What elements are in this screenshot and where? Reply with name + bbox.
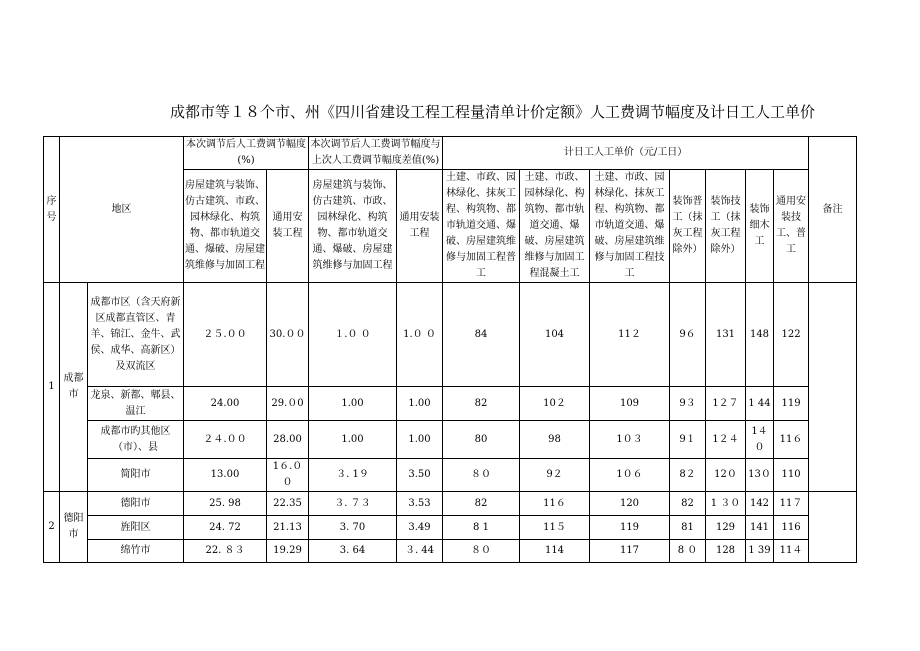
header-daily-tech: 土建、市政、园林绿化、抹灰工程、构筑物、都市轨道交通、爆破、房屋建筑维修与加固工程技工: [590, 170, 670, 283]
daily-install-cell: 119: [774, 387, 809, 421]
header-daily-concrete: 土建、市政、园林绿化、构筑物、都市轨道交通、爆破、房屋建筑维修与加固工程混凝土工: [520, 170, 590, 283]
header-adj-building: 房屋建筑与装饰、仿古建筑、市政、园林绿化、构筑物、都市轨道交通、爆破、房屋建筑维修与加固工程: [184, 170, 267, 283]
daily-general-cell: 82: [443, 387, 520, 421]
daily-install-cell: 11４: [774, 540, 809, 563]
adj-building-cell: 22. ８３: [184, 540, 267, 563]
adj-install-cell: 21.13: [267, 516, 309, 540]
daily-concrete-cell: 11５: [520, 516, 590, 540]
daily-deco-tech-cell: 1２４: [706, 421, 746, 459]
daily-general-cell: 82: [443, 492, 520, 516]
daily-install-cell: 122: [774, 283, 809, 387]
daily-tech-cell: 117: [590, 540, 670, 563]
daily-install-cell: 11７: [774, 492, 809, 516]
header-region: 地区: [60, 137, 184, 283]
daily-concrete-cell: 9２: [520, 459, 590, 492]
daily-general-cell: 84: [443, 283, 520, 387]
diff-install-cell: 3.50: [397, 459, 443, 492]
adj-building-cell: 24. 72: [184, 516, 267, 540]
diff-building-cell: 1.00: [309, 387, 397, 421]
table-row: [44, 516, 857, 540]
daily-deco-tech-cell: 1 ３０: [706, 492, 746, 516]
area-cell: 绵竹市: [88, 540, 184, 563]
adj-building-cell: ２５.００: [184, 283, 267, 387]
daily-concrete-cell: 11６: [520, 492, 590, 516]
header-daily-install: 通用安装技工、普工: [774, 170, 809, 283]
page-title: 成都市等１８个市、州《四川省建设工程工程量清单计价定额》人工费调节幅度及计日工人工单价: [170, 103, 816, 121]
seq-cell: 1: [44, 283, 60, 492]
seq-cell: 2: [44, 492, 60, 563]
area-cell: 龙泉、新都、郫县、温江: [88, 387, 184, 421]
daily-general-cell: 8 1: [443, 516, 520, 540]
city-cell: 德阳市: [60, 492, 88, 563]
daily-deco-general-cell: 82: [670, 492, 706, 516]
daily-deco-general-cell: 9６: [670, 283, 706, 387]
area-cell: 成都市旳其他区（市）、县: [88, 421, 184, 459]
daily-deco-tech-cell: 1２７: [706, 387, 746, 421]
table-row: [44, 283, 857, 387]
daily-install-cell: 110: [774, 459, 809, 492]
header-adjust-group: 本次调节后人工费调节幅度(%): [184, 137, 309, 170]
daily-tech-cell: 11２: [590, 283, 670, 387]
labor-price-table: [43, 136, 857, 563]
table-row: [44, 540, 857, 563]
diff-install-cell: 1.00: [397, 421, 443, 459]
daily-deco-general-cell: 9３: [670, 387, 706, 421]
adj-install-cell: 19.29: [267, 540, 309, 563]
daily-general-cell: 80: [443, 421, 520, 459]
adj-install-cell: 28.00: [267, 421, 309, 459]
header-diff-group: 本次调节后人工费调节幅度与上次人工费调节幅度差值(%): [309, 137, 443, 170]
header-daily-general: 土建、市政、园林绿化、抹灰工程、构筑物、都市轨道交通、爆破、房屋建筑维修与加固工程普工: [443, 170, 520, 283]
city-cell: 成都市: [60, 283, 88, 492]
daily-install-cell: 116: [774, 516, 809, 540]
daily-general-cell: ８０: [443, 459, 520, 492]
header-diff-install: 通用安装工程: [397, 170, 443, 283]
diff-building-cell: ３. 1９: [309, 459, 397, 492]
diff-install-cell: 3.49: [397, 516, 443, 540]
daily-deco-wood-cell: 1 39: [746, 540, 774, 563]
daily-tech-cell: 1０３: [590, 421, 670, 459]
daily-general-cell: ８０: [443, 540, 520, 563]
diff-install-cell: 3.53: [397, 492, 443, 516]
diff-install-cell: 1.０ ０: [397, 283, 443, 387]
adj-install-cell: 1６.００: [267, 459, 309, 492]
daily-tech-cell: 109: [590, 387, 670, 421]
daily-deco-tech-cell: 12０: [706, 459, 746, 492]
daily-tech-cell: 1０６: [590, 459, 670, 492]
header-diff-building: 房屋建筑与装饰、仿古建筑、市政、园林绿化、构筑物、都市轨道交通、爆破、房屋建筑维修与加固工程: [309, 170, 397, 283]
diff-install-cell: ３. 44: [397, 540, 443, 563]
daily-deco-wood-cell: 142: [746, 492, 774, 516]
daily-deco-wood-cell: 148: [746, 283, 774, 387]
daily-deco-wood-cell: 1 44: [746, 387, 774, 421]
table-row: [44, 387, 857, 421]
diff-building-cell: 3. 70: [309, 516, 397, 540]
daily-deco-wood-cell: 13０: [746, 459, 774, 492]
header-seq: 序号: [44, 137, 60, 283]
area-cell: 德阳市: [88, 492, 184, 516]
daily-concrete-cell: 114: [520, 540, 590, 563]
daily-concrete-cell: 104: [520, 283, 590, 387]
daily-deco-general-cell: 8２: [670, 459, 706, 492]
daily-concrete-cell: 98: [520, 421, 590, 459]
daily-deco-general-cell: 9１: [670, 421, 706, 459]
diff-building-cell: ３. ７３: [309, 492, 397, 516]
daily-deco-tech-cell: 129: [706, 516, 746, 540]
table-row: [44, 421, 857, 459]
daily-install-cell: 11６: [774, 421, 809, 459]
adj-building-cell: 13.00: [184, 459, 267, 492]
daily-deco-wood-cell: 1４０: [746, 421, 774, 459]
adj-building-cell: 24.00: [184, 387, 267, 421]
daily-deco-tech-cell: 128: [706, 540, 746, 563]
header-daily-deco-general: 装饰普工（抹灰工程除外）: [670, 170, 706, 283]
adj-building-cell: 25. 98: [184, 492, 267, 516]
header-daily-deco-tech: 装饰技工（抹灰工程除外）: [706, 170, 746, 283]
adj-install-cell: 30.００: [267, 283, 309, 387]
area-cell: 旌阳区: [88, 516, 184, 540]
remark-cell: [809, 283, 857, 492]
area-cell: 成都市区（含天府新区成都直管区、青羊、锦江、金牛、武侯、成华、高新区）及双流区: [88, 283, 184, 387]
adj-install-cell: 29.０0: [267, 387, 309, 421]
table-row: [44, 492, 857, 516]
daily-tech-cell: 119: [590, 516, 670, 540]
header-daily-group: 计日工人工单价（元/工日）: [443, 137, 809, 170]
remark-cell: [809, 492, 857, 563]
diff-building-cell: 1.00: [309, 421, 397, 459]
header-adj-install: 通用安装工程: [267, 170, 309, 283]
daily-deco-wood-cell: 141: [746, 516, 774, 540]
area-cell: 简阳市: [88, 459, 184, 492]
diff-install-cell: 1.00: [397, 387, 443, 421]
daily-deco-tech-cell: 131: [706, 283, 746, 387]
table-row: [44, 459, 857, 492]
header-remark: 备注: [809, 137, 857, 283]
daily-concrete-cell: 10２: [520, 387, 590, 421]
diff-building-cell: １.０ ０: [309, 283, 397, 387]
adj-install-cell: 22.35: [267, 492, 309, 516]
adj-building-cell: ２４.００: [184, 421, 267, 459]
daily-tech-cell: 120: [590, 492, 670, 516]
daily-deco-general-cell: 81: [670, 516, 706, 540]
header-daily-deco-wood: 装饰细木工: [746, 170, 774, 283]
daily-deco-general-cell: 8 ０: [670, 540, 706, 563]
diff-building-cell: 3. 64: [309, 540, 397, 563]
